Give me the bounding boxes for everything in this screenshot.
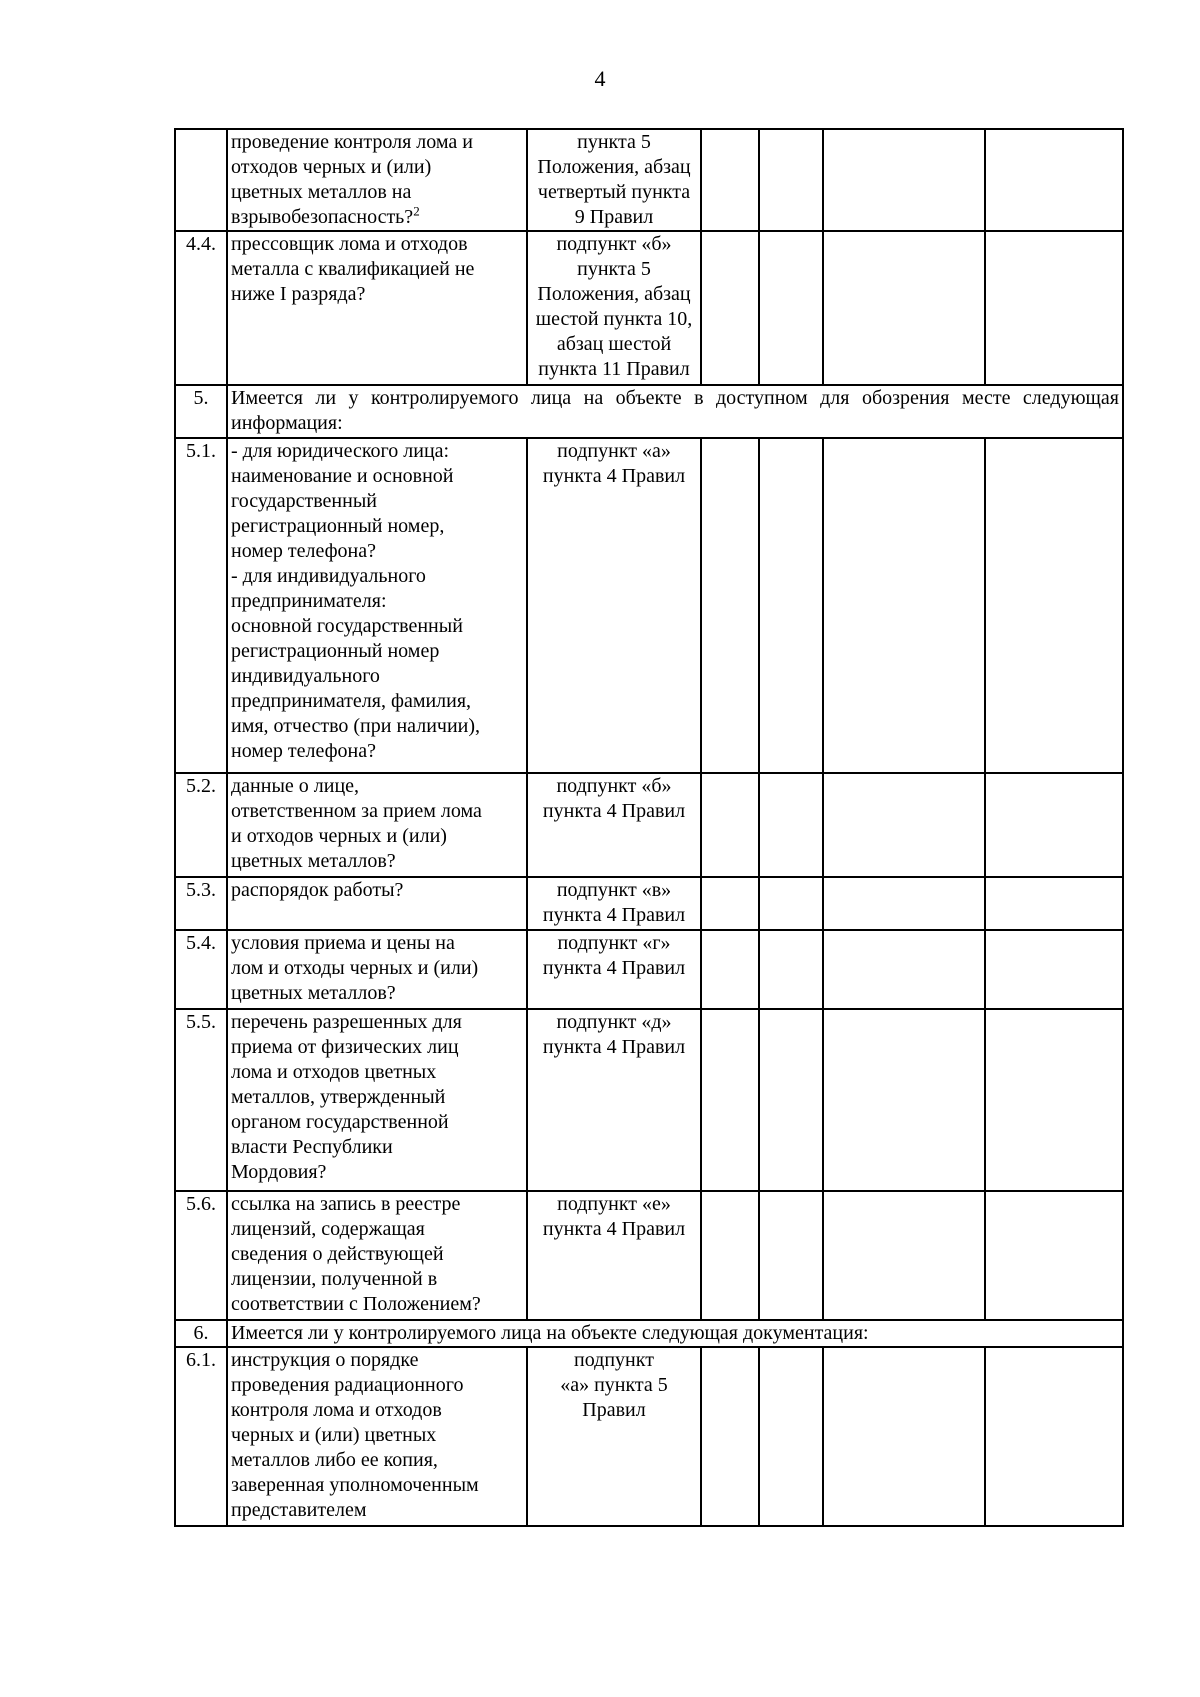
answer-cell-not-applicable <box>823 930 985 1009</box>
row-reference: подпункт «а» пункта 4 Правил <box>527 438 701 773</box>
answer-cell-yes <box>701 877 759 930</box>
answer-cell-not-applicable <box>823 438 985 773</box>
section-heading: Имеется ли у контролируемого лица на объекте следующая документация: <box>227 1320 1123 1347</box>
answer-cell-yes <box>701 1009 759 1191</box>
table-row <box>175 129 1123 231</box>
answer-cell-note <box>985 930 1123 1009</box>
row-number: 5.6. <box>175 1191 227 1320</box>
table-row <box>175 1009 1123 1191</box>
row-question: - для юридического лица: наименование и основной государственный регистрационный номер, номер телефона? - для индивидуального предпринимателя: основной государственный регистрационный номер индивидуального предпринимателя, фамилия, имя, отчество (при наличии), номер телефона? <box>227 438 527 773</box>
answer-cell-note <box>985 1009 1123 1191</box>
answer-cell-note <box>985 438 1123 773</box>
checklist-table <box>174 128 1124 1527</box>
section-number: 5. <box>175 385 227 438</box>
row-number: 5.2. <box>175 773 227 877</box>
answer-cell-not-applicable <box>823 129 985 231</box>
answer-cell-no <box>759 1009 823 1191</box>
answer-cell-note <box>985 1347 1123 1526</box>
answer-cell-yes <box>701 1191 759 1320</box>
section-heading: Имеется ли у контролируемого лица на объекте в доступном для обозрения месте следующая информация: <box>227 385 1123 438</box>
answer-cell-no <box>759 930 823 1009</box>
answer-cell-note <box>985 773 1123 877</box>
table-row <box>175 231 1123 385</box>
table-row <box>175 438 1123 773</box>
answer-cell-note <box>985 1191 1123 1320</box>
table-row <box>175 1347 1123 1526</box>
table-row <box>175 877 1123 930</box>
row-question: инструкция о порядке проведения радиационного контроля лома и отходов черных и (или) цветных металлов либо ее копия, заверенная уполномоченным представителем <box>227 1347 527 1526</box>
table-row <box>175 1320 1123 1347</box>
answer-cell-not-applicable <box>823 1191 985 1320</box>
row-question: прессовщик лома и отходов металла с квалификацией не ниже I разряда? <box>227 231 527 385</box>
row-reference: подпункт «е» пункта 4 Правил <box>527 1191 701 1320</box>
row-number: 5.3. <box>175 877 227 930</box>
table-row <box>175 385 1123 438</box>
answer-cell-not-applicable <box>823 231 985 385</box>
row-reference: пункта 5 Положения, абзац четвертый пункта 9 Правил <box>527 129 701 231</box>
row-number: 5.1. <box>175 438 227 773</box>
row-reference: подпункт «б» пункта 5 Положения, абзац шестой пункта 10, абзац шестой пункта 11 Правил <box>527 231 701 385</box>
table-row <box>175 1191 1123 1320</box>
answer-cell-yes <box>701 129 759 231</box>
row-question: условия приема и цены на лом и отходы черных и (или) цветных металлов? <box>227 930 527 1009</box>
answer-cell-no <box>759 1191 823 1320</box>
answer-cell-not-applicable <box>823 877 985 930</box>
answer-cell-no <box>759 773 823 877</box>
answer-cell-yes <box>701 1347 759 1526</box>
row-question: проведение контроля лома и отходов черных и (или) цветных металлов на взрывобезопасность?$^2$ <box>227 129 527 231</box>
answer-cell-no <box>759 438 823 773</box>
answer-cell-not-applicable <box>823 1009 985 1191</box>
row-number: 4.4. <box>175 231 227 385</box>
row-number: 6.1. <box>175 1347 227 1526</box>
table-row <box>175 930 1123 1009</box>
section-number: 6. <box>175 1320 227 1347</box>
row-number: 5.5. <box>175 1009 227 1191</box>
answer-cell-note <box>985 129 1123 231</box>
answer-cell-yes <box>701 773 759 877</box>
answer-cell-yes <box>701 438 759 773</box>
footnote-mark: 2 <box>413 203 420 219</box>
row-number: 5.4. <box>175 930 227 1009</box>
row-reference: подпункт «в» пункта 4 Правил <box>527 877 701 930</box>
row-question: распорядок работы? <box>227 877 527 930</box>
table-row <box>175 773 1123 877</box>
answer-cell-not-applicable <box>823 773 985 877</box>
row-question: перечень разрешенных для приема от физических лиц лома и отходов цветных металлов, утвержденный органом государственной власти Республики Мордовия? <box>227 1009 527 1191</box>
answer-cell-note <box>985 231 1123 385</box>
row-reference: подпункт «д» пункта 4 Правил <box>527 1009 701 1191</box>
answer-cell-yes <box>701 231 759 385</box>
row-question: данные о лице, ответственном за прием лома и отходов черных и (или) цветных металлов? <box>227 773 527 877</box>
page-number: 4 <box>594 66 606 91</box>
answer-cell-note <box>985 877 1123 930</box>
answer-cell-no <box>759 129 823 231</box>
row-reference: подпункт «а» пункта 5 Правил <box>527 1347 701 1526</box>
answer-cell-not-applicable <box>823 1347 985 1526</box>
row-reference: подпункт «г» пункта 4 Правил <box>527 930 701 1009</box>
answer-cell-yes <box>701 930 759 1009</box>
answer-cell-no <box>759 1347 823 1526</box>
answer-cell-no <box>759 877 823 930</box>
row-number <box>175 129 227 231</box>
answer-cell-no <box>759 231 823 385</box>
row-reference: подпункт «б» пункта 4 Правил <box>527 773 701 877</box>
row-question: ссылка на запись в реестре лицензий, содержащая сведения о действующей лицензии, полученной в соответствии с Положением? <box>227 1191 527 1320</box>
